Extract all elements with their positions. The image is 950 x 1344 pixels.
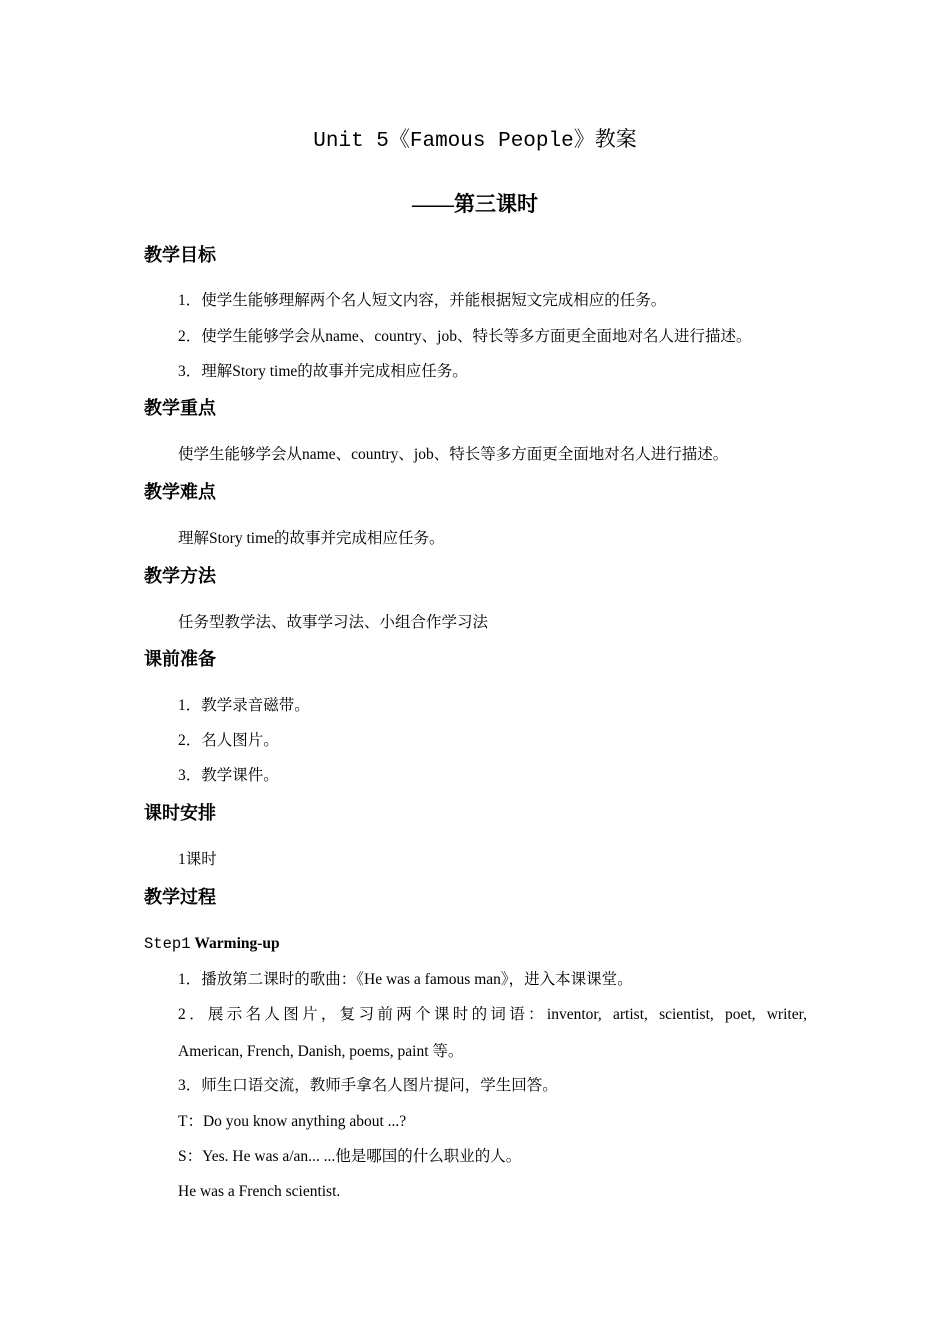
step-label: Step1 [144, 935, 191, 953]
process-line: 2．展示名人图片，复习前两个课时的词语：inventor, artist, scientist, poet, writer, [178, 1006, 807, 1023]
process-line: S：Yes. He was a/an... ...他是哪国的什么职业的人。 [178, 1148, 522, 1165]
objective-item: 2．使学生能够学会从name、country、job、特长等多方面更全面地对名人进行描述。 [178, 328, 752, 345]
heading-difficulties: 教学难点 [144, 482, 216, 502]
heading-objectives: 教学目标 [144, 245, 216, 265]
objective-item: 3．理解Story time的故事并完成相应任务。 [178, 363, 468, 380]
preparation-item: 2．名人图片。 [178, 732, 279, 749]
heading-process: 教学过程 [144, 887, 216, 907]
heading-preparation: 课前准备 [144, 649, 216, 669]
step-name: Warming-up [194, 935, 280, 952]
objective-item: 1．使学生能够理解两个名人短文内容，并能根据短文完成相应的任务。 [178, 292, 667, 309]
document-title: Unit 5《Famous People》教案 [313, 130, 637, 153]
process-line: American, French, Danish, poems, paint 等。 [178, 1043, 464, 1060]
document-subtitle: ——第三课时 [412, 192, 538, 216]
step-heading [144, 933, 280, 955]
preparation-item: 3．教学课件。 [178, 767, 279, 784]
process-line: 3．师生口语交流，教师手拿名人图片提问，学生回答。 [178, 1077, 558, 1094]
heading-schedule: 课时安排 [144, 803, 216, 823]
key-points-text: 使学生能够学会从name、country、job、特长等多方面更全面地对名人进行描述。 [178, 446, 729, 463]
process-line: He was a French scientist. [178, 1183, 341, 1200]
preparation-item: 1．教学录音磁带。 [178, 697, 310, 714]
schedule-text: 1课时 [178, 851, 217, 868]
difficulties-text: 理解Story time的故事并完成相应任务。 [178, 530, 445, 547]
heading-key-points: 教学重点 [144, 398, 216, 418]
heading-methods: 教学方法 [144, 566, 216, 586]
process-line: T：Do you know anything about ...? [178, 1113, 407, 1130]
process-line: 1．播放第二课时的歌曲：《He was a famous man》，进入本课课堂。 [178, 971, 633, 988]
methods-text: 任务型教学法、故事学习法、小组合作学习法 [178, 614, 489, 631]
